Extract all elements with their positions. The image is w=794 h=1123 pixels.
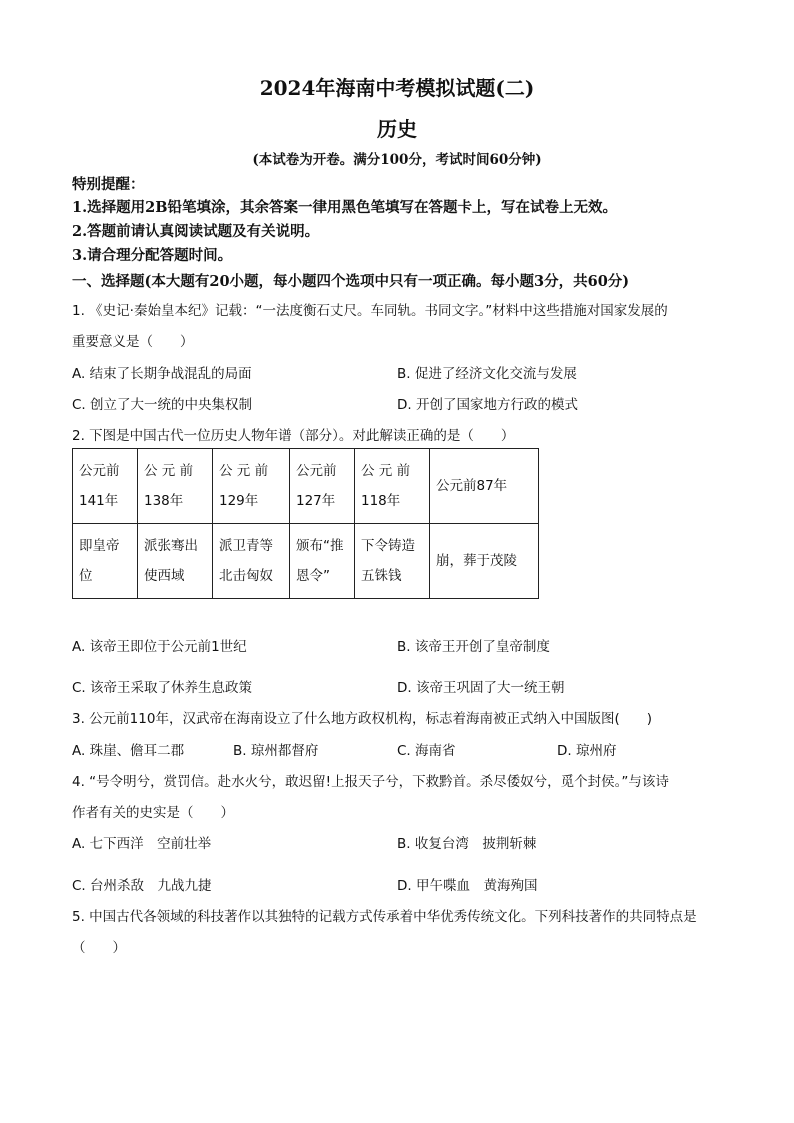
question-5-line-2: （ ） bbox=[72, 940, 126, 956]
question-2-option-c: C. 该帝王采取了休养生息政策 bbox=[72, 680, 253, 696]
question-1-option-c: C. 创立了大一统的中央集权制 bbox=[72, 397, 253, 413]
table-cell-event: 即皇帝位 bbox=[73, 524, 138, 599]
table-cell-year: 公元前87年 bbox=[430, 449, 539, 524]
question-2-option-b: B. 该帝王开创了皇帝制度 bbox=[397, 639, 550, 655]
question-1-option-a: A. 结束了长期争战混乱的局面 bbox=[72, 366, 252, 382]
question-2-option-a: A. 该帝王即位于公元前1世纪 bbox=[72, 639, 247, 655]
question-3-option-b: B. 琼州都督府 bbox=[233, 743, 319, 759]
question-4-option-c: C. 台州杀敌 九战九捷 bbox=[72, 878, 212, 894]
question-3-option-c: C. 海南省 bbox=[397, 743, 456, 759]
question-4-line-1: 4. “号令明兮，赏罚信。赴水火兮，敢迟留!上报天子兮，下救黔首。杀尽倭奴兮，觅个封侯。”与该诗 bbox=[72, 774, 669, 790]
question-3-option-a: A. 珠崖、儋耳二郡 bbox=[72, 743, 185, 759]
reminder-item-3: 3.请合理分配答题时间。 bbox=[72, 247, 233, 264]
table-cell-event: 派卫青等北击匈奴 bbox=[213, 524, 290, 599]
exam-note: (本试卷为开卷。满分100分，考试时间60分钟) bbox=[252, 152, 542, 168]
question-2-option-d: D. 该帝王巩固了大一统王朝 bbox=[397, 680, 565, 696]
question-4-option-b: B. 收复台湾 披荆斩棘 bbox=[397, 836, 537, 852]
table-cell-event: 颁布“推恩令” bbox=[290, 524, 355, 599]
reminder-heading: 特别提醒： bbox=[72, 176, 145, 193]
question-3-line-1: 3. 公元前110年，汉武帝在海南设立了什么地方政权机构，标志着海南被正式纳入中国版图( ) bbox=[72, 711, 652, 727]
table-cell-year: 公元前127年 bbox=[290, 449, 355, 524]
table-cell-year: 公 元 前129年 bbox=[213, 449, 290, 524]
table-cell-event: 崩，葬于茂陵 bbox=[430, 524, 539, 599]
table-cell-year: 公 元 前118年 bbox=[355, 449, 430, 524]
question-2-line-1: 2. 下图是中国古代一位历史人物年谱（部分）。对此解读正确的是（ ） bbox=[72, 428, 515, 444]
table-cell-year: 公元前141年 bbox=[73, 449, 138, 524]
subject-title: 历史 bbox=[377, 117, 417, 141]
question-1-line-2: 重要意义是（ ） bbox=[72, 334, 194, 350]
question-1-option-b: B. 促进了经济文化交流与发展 bbox=[397, 366, 577, 382]
question-4-option-a: A. 七下西洋 空前壮举 bbox=[72, 836, 212, 852]
question-5-line-1: 5. 中国古代各领域的科技著作以其独特的记载方式传承着中华优秀传统文化。下列科技著作的共同特点是 bbox=[72, 909, 697, 925]
reminder-item-2: 2.答题前请认真阅读试题及有关说明。 bbox=[72, 223, 320, 240]
table-cell-event: 下令铸造五铢钱 bbox=[355, 524, 430, 599]
table-row-events bbox=[73, 524, 539, 599]
question-4-option-d: D. 甲午喋血 黄海殉国 bbox=[397, 878, 538, 894]
question-3-option-d: D. 琼州府 bbox=[557, 743, 617, 759]
question-1-line-1: 1. 《史记·秦始皇本纪》记载：“一法度衡石丈尺。车同轨。书同文字。”材料中这些措施对国家发展的 bbox=[72, 303, 668, 319]
reminder-item-1: 1.选择题用2B铅笔填涂，其余答案一律用黑色笔填写在答题卡上，写在试卷上无效。 bbox=[72, 199, 617, 216]
chronology-table bbox=[72, 448, 539, 599]
section-heading: 一、选择题(本大题有20小题，每小题四个选项中只有一项正确。每小题3分，共60分) bbox=[72, 273, 630, 290]
table-row-years bbox=[73, 449, 539, 524]
table-cell-event: 派张骞出使西域 bbox=[138, 524, 213, 599]
table-cell-year: 公 元 前138年 bbox=[138, 449, 213, 524]
exam-title: 2024年海南中考模拟试题(二) bbox=[259, 76, 535, 100]
question-4-line-2: 作者有关的史实是（ ） bbox=[72, 805, 234, 821]
question-1-option-d: D. 开创了国家地方行政的模式 bbox=[397, 397, 578, 413]
